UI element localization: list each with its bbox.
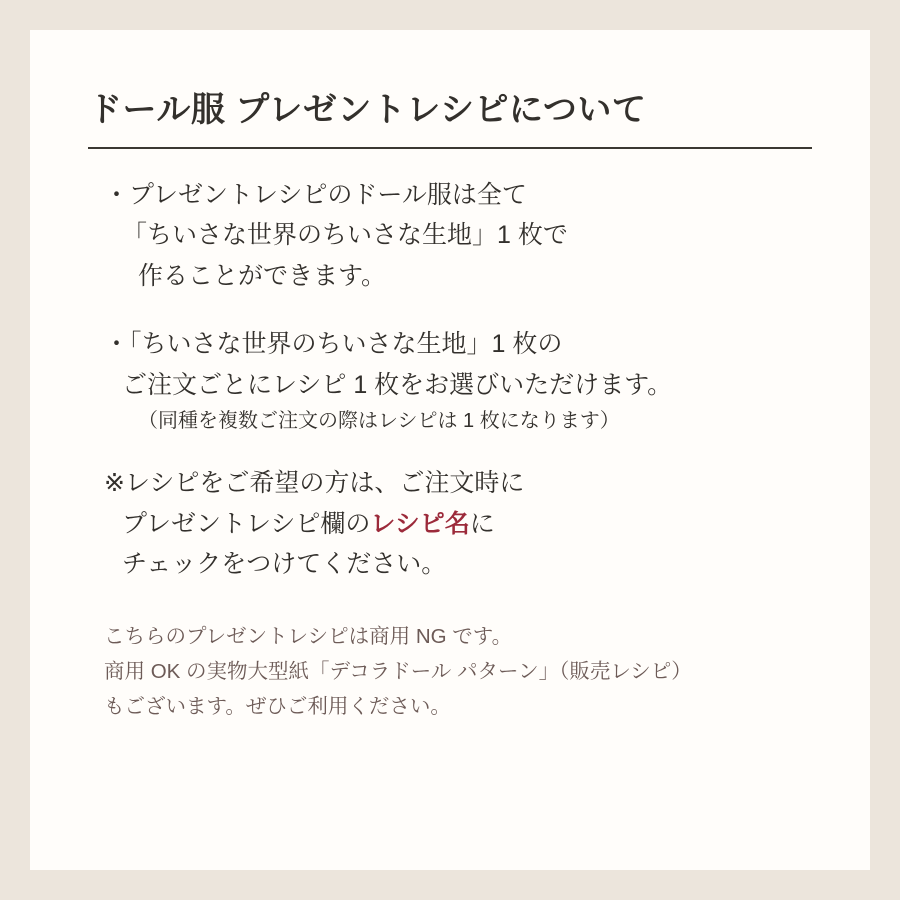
recipe-name-highlight: レシピ名 [370, 509, 470, 538]
attention-line-2 [122, 504, 822, 545]
attention-line-2-suffix: に [469, 509, 495, 538]
attention-block [78, 463, 822, 585]
bullet-1-line-1: ・プレゼントレシピのドール服は全て [104, 180, 527, 209]
page-title: ドール服 プレゼントレシピについて [88, 91, 647, 129]
bullet-1-line-2: 「ちいさな世界のちいさな生地」1 枚で [122, 221, 568, 250]
bullet-item-1 [78, 175, 822, 297]
attention-line-2-prefix: プレゼントレシピ欄の [122, 509, 371, 538]
bullet-2-note: （同種を複数ご注文の際はレシピは 1 枚になります） [138, 410, 620, 433]
info-card [30, 30, 870, 870]
footer-note [104, 619, 822, 725]
footer-line-1: こちらのプレゼントレシピは商用 NG です。 [104, 624, 513, 648]
attention-line-3: チェックをつけてください。 [122, 550, 447, 579]
bullet-item-2 [78, 324, 822, 437]
bullet-1-line-3: 作ることができます。 [138, 261, 387, 290]
bullet-2-line-2: ご注文ごとにレシピ 1 枚をお選びいただけます。 [122, 370, 673, 399]
attention-line-1: ※レシピをご希望の方は、ご注文時に [104, 469, 525, 498]
spacer [78, 304, 822, 324]
footer-line-2: 商用 OK の実物大型紙「デコラドール パターン」（販売レシピ） [104, 660, 692, 684]
footer-line-3: もございます。ぜひご利用ください。 [104, 695, 451, 719]
bullet-list [78, 175, 822, 438]
bullet-2-line-1: ・「ちいさな世界のちいさな生地」1 枚の [104, 330, 563, 359]
card-content [30, 30, 870, 870]
title-divider [88, 147, 812, 149]
